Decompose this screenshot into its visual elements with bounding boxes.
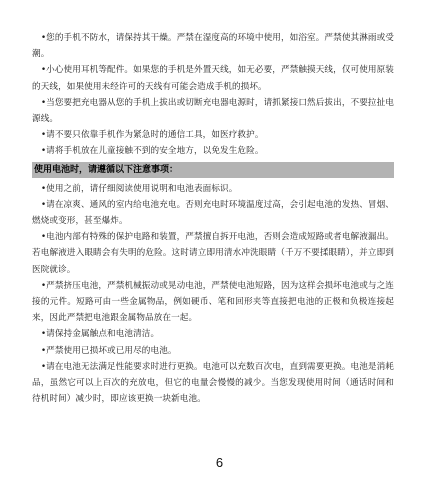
battery-item-no-crush-short: •严禁挤压电池，严禁机械振动或晃动电池，严禁使电池短路，因为这样会损坏电池或与之连接的元件。短路可由一些金属物品，例如硬币、笔和回形夹等直接把电池的正极和负极连接起来，因此严禁把电池跟金属物品放在一起。	[32, 280, 394, 324]
battery-section-heading: 使用电池时，请遵循以下注意事项：	[32, 162, 394, 178]
safety-item-waterproof: •您的手机不防水，请保持其干燥。严禁在湿度高的环境中使用，如浴室。严禁使其淋雨或受潮。	[32, 33, 394, 60]
battery-item-replace: •请在电池无法满足性能要求时进行更换。电池可以充数百次电，直到需要更换。电池是消耗品，虽然它可以上百次的充放电，但它的电量会慢慢的减少。当您发现使用时间（通话时间和待机时间）减少时，即应该更换一块新电池。	[32, 361, 394, 405]
manual-page-body	[32, 30, 394, 407]
safety-item-emergency: •请不要只依靠手机作为紧急时的通信工具，如医疗救护。	[41, 130, 264, 141]
safety-item-charger-unplug: •当您要把充电器从您的手机上拔出或切断充电器电源时，请抓紧接口然后拔出，不要拉扯电源线。	[32, 97, 394, 125]
battery-item-keep-clean: •请保持金属触点和电池清洁。	[41, 329, 160, 340]
battery-item-do-not-disassemble: •电池内部有特殊的保护电路和装置，严禁擅自拆开电池，否则会造成短路或者电解液漏出。若电解液进入眼睛会有失明的危险。这时请立即用清水冲洗眼睛（千万不要揉眼睛），并立即到医院就诊。	[32, 232, 394, 275]
safety-item-accessories-antenna: •小心使用耳机等配件。如果您的手机是外置天线，如无必要，严禁触摸天线，仅可使用原装的天线，如果使用未经许可的天线有可能会造成手机的损坏。	[32, 65, 394, 92]
battery-item-no-damaged: •严禁使用已损坏或已用尽的电池。	[41, 345, 177, 356]
battery-item-read-instructions: •使用之前，请仔细阅读使用说明和电池表面标识。	[41, 183, 238, 194]
battery-item-charge-ventilated: •请在凉爽、通风的室内给电池充电。否则充电时环境温度过高，会引起电池的发热、冒烟、燃烧或变形，甚至爆炸。	[32, 199, 394, 227]
safety-item-children: •请将手机放在儿童接触不到的安全地方，以免发生危险。	[41, 146, 264, 157]
page-number: 6	[215, 455, 224, 470]
